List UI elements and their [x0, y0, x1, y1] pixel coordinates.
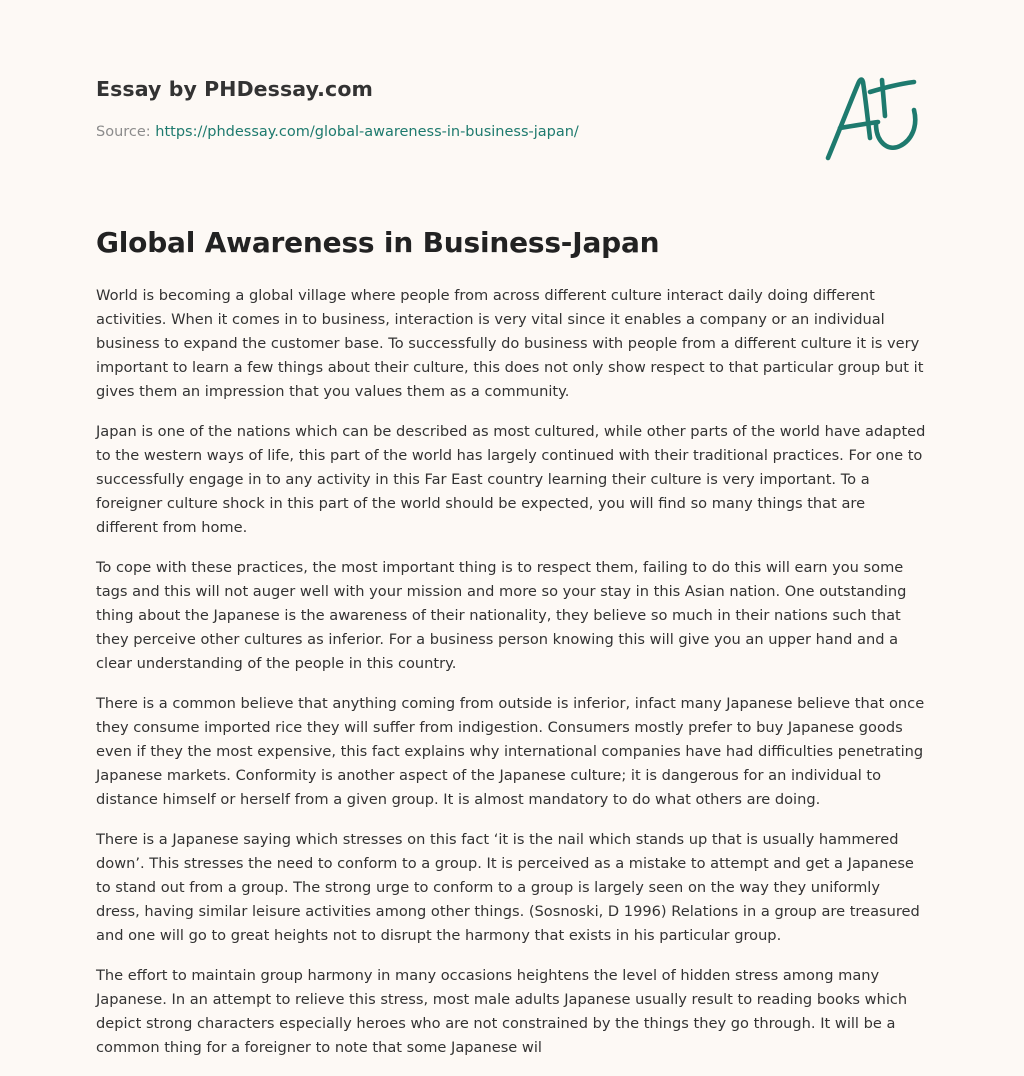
source-line: [96, 124, 579, 140]
essay-paragraph: World is becoming a global village where people from across different culture interact daily doing different activities. When it comes in to business, interaction is very vital since it enables a company or an individual business to expand the customer base. To successfully do business with people from a different culture it is very important to learn a few things about their culture, this does not only show respect to that particular group but it gives them an impression that you values them as a community.: [96, 287, 924, 400]
a-plus-logo-icon: [822, 66, 928, 166]
essay-paragraph: To cope with these practices, the most important thing is to respect them, failing to do this will earn you some tags and this will not auger well with your mission and more so your stay in this Asian nation. One outstanding thing about the Japanese is the awareness of their nationality, they believe so much in their nations such that they perceive other cultures as inferior. For a business person knowing this will give you an upper hand and a clear understanding of the people in this country.: [96, 559, 907, 672]
source-label: Source:: [96, 124, 156, 140]
essay-paragraph: There is a common believe that anything coming from outside is inferior, infact many Japanese believe that once they consume imported rice they will suffer from indigestion. Consumers mostly prefer to buy Japanese goods even if they the most expensive, this fact explains why international companies have had difficulties penetrating Japanese markets. Conformity is another aspect of the Japanese culture; it is dangerous for an individual to distance himself or herself from a given group. It is almost mandatory to do what others are doing.: [96, 695, 925, 808]
essay-paragraph: The effort to maintain group harmony in many occasions heightens the level of hidden stress among many Japanese. In an attempt to relieve this stress, most male adults Japanese usually result to reading books which depict strong characters especially heroes who are not constrained by the things they go through. It will be a common thing for a foreigner to note that some Japanese wil: [96, 967, 908, 1056]
source-link[interactable]: https://phdessay.com/global-awareness-in-business-japan/: [155, 124, 579, 140]
essay-paragraph: There is a Japanese saying which stresses on this fact ‘it is the nail which stands up that is usually hammered down’. This stresses the need to conform to a group. It is perceived as a mistake to attempt and get a Japanese to stand out from a group. The strong urge to conform to a group is largely seen on the way they uniformly dress, having similar leisure activities among other things. (Sosnoski, D 1996) Relations in a group are treasured and one will go to great heights not to disrupt the harmony that exists in his particular group.: [96, 831, 920, 944]
essay-paragraph: Japan is one of the nations which can be described as most cultured, while other parts of the world have adapted to the western ways of life, this part of the world has largely continued with their traditional practices. For one to successfully engage in to any activity in this Far East country learning their culture is very important. To a foreigner culture shock in this part of the world should be expected, you will find so many things that are different from home.: [96, 423, 926, 536]
essay-body: [96, 284, 928, 1076]
site-brand: Essay by PHDessay.com: [96, 77, 373, 101]
essay-title: Global Awareness in Business-Japan: [96, 226, 660, 259]
